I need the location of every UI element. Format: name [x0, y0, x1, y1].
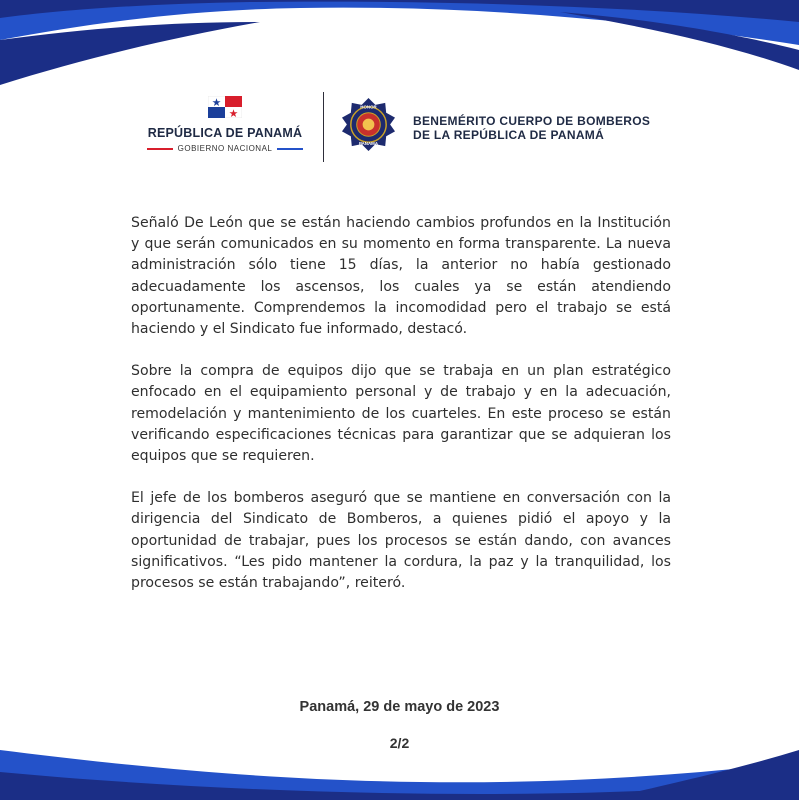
statement-date: Panamá, 29 de mayo de 2023: [299, 699, 500, 715]
firefighters-badge-logo: [341, 97, 396, 152]
page-number: 2/2: [389, 735, 410, 751]
paragraph-3: El jefe de los bomberos aseguró que se mantiene en conversación con la dirigencia del Sindicato de Bomberos, a quienes pidió el apoyo y la oportunidad de trabajar, pues los procesos se están dando, con avances significativos. “Les pido mantener la cordura, la paz y la tranquilidad, los procesos se están trabajando”, reiteró.: [131, 490, 671, 592]
header-divider: [323, 92, 324, 162]
government-subtitle: [130, 144, 320, 153]
paragraph-2: Sobre la compra de equipos dijo que se trabaja en un plan estratégico enfocado en el equipamiento personal y de trabajo y en la adecuación, remodelación y mantenimiento de los cuarteles. En este proceso se están verificando especificaciones técnicas para garantizar que se adquieran los equipos que se requieren.: [131, 363, 671, 465]
blue-line-decoration: [277, 148, 303, 150]
paragraph-1: Señaló De León que se están haciendo cambios profundos en la Institución y que serán comunicados en su momento en forma transparente. La nueva administración sólo tiene 15 días, la anterior no había gestionado adecuadamente los ascensos, los cuales ya se están atendiendo oportunamente. Comprendemos la incomodidad pero el trabajo se está haciendo y el Sindicato fue informado, destacó.: [131, 215, 671, 338]
government-subtitle-text: GOBIERNO NACIONAL: [177, 144, 273, 153]
panama-flag-icon: [208, 96, 242, 118]
organization-name-line1: BENEMÉRITO CUERPO DE BOMBEROS: [413, 114, 651, 128]
statement-body: [131, 213, 671, 615]
badge-bottom-text: PANAMA: [358, 141, 379, 147]
badge-top-text: HONOR: [360, 104, 377, 110]
top-wave-decoration: [0, 0, 799, 110]
red-line-decoration: [147, 148, 173, 150]
bottom-wave-decoration: [0, 720, 799, 800]
organization-name-line2: DE LA REPÚBLICA DE PANAMÁ: [413, 128, 605, 142]
government-name: REPÚBLICA DE PANAMÁ: [147, 126, 303, 140]
